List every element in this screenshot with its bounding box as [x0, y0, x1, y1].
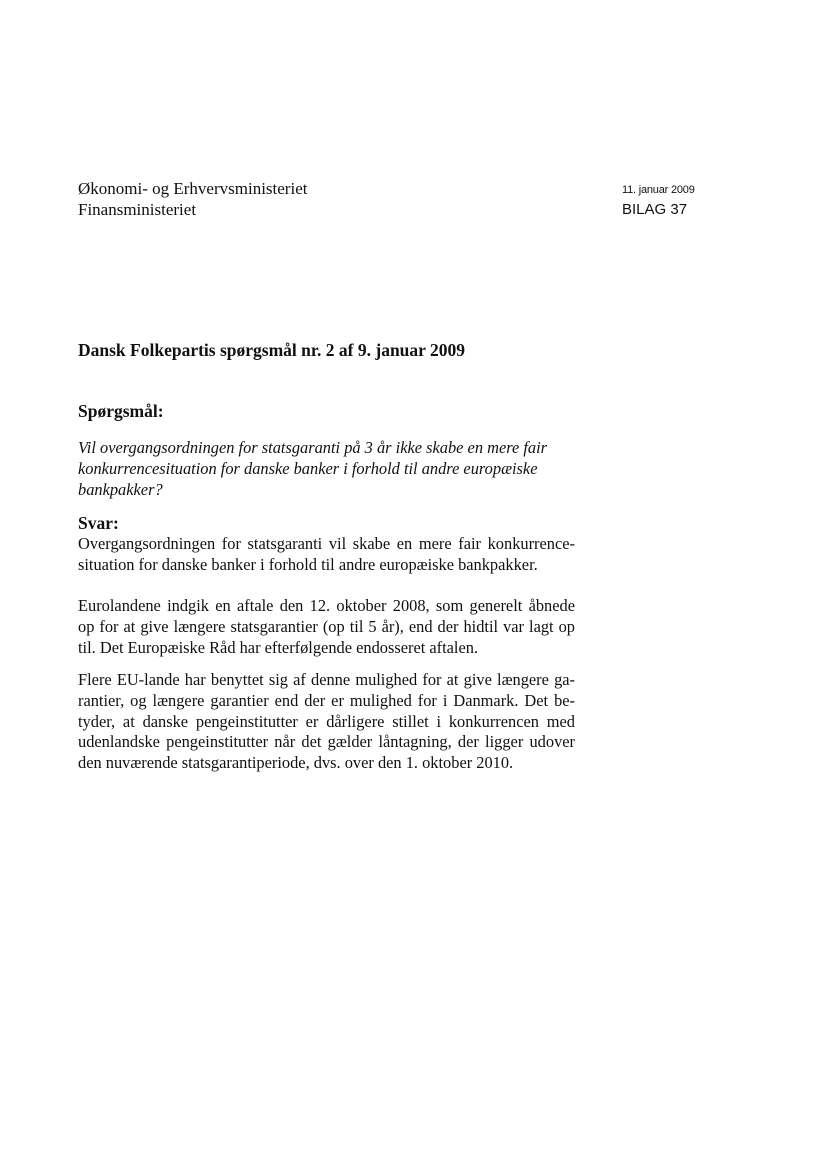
bilag-number: BILAG 37	[622, 201, 688, 218]
paragraph-line: udenlandske pengeinstitutter når det gælder låntagning, der ligger udover	[78, 732, 575, 752]
question-text	[78, 438, 578, 500]
question-heading: Spørgsmål:	[78, 401, 164, 421]
paragraph-line: situation for danske banker i forhold til andre europæiske bankpakker.	[78, 554, 538, 574]
sender-ministry-2: Finansministeriet	[78, 200, 197, 219]
sender-ministry-1: Økonomi- og Erhvervsministeriet	[78, 179, 308, 198]
question-line: konkurrencesituation for danske banker i forhold til andre europæiske	[78, 458, 538, 478]
answer-paragraph-2	[78, 596, 575, 658]
page-title: Dansk Folkepartis spørgsmål nr. 2 af 9. januar 2009	[78, 340, 465, 360]
meta-block	[622, 183, 695, 219]
paragraph-line: tyder, at danske pengeinstitutter er dårligere stillet i konkurrencen med	[78, 711, 575, 731]
paragraph-line: rantier, og længere garantier end der er mulighed for i Danmark. Det be-	[78, 690, 575, 710]
answer-paragraph-3	[78, 670, 575, 774]
paragraph-line: Eurolandene indgik en aftale den 12. oktober 2008, som generelt åbnede	[78, 596, 575, 615]
answer-heading: Svar:	[78, 513, 119, 533]
question-line: bankpakker?	[78, 479, 163, 499]
document-date: 11. januar 2009	[622, 184, 695, 196]
answer-paragraph-1	[78, 534, 575, 576]
paragraph-line: den nuværende statsgarantiperiode, dvs. over den 1. oktober 2010.	[78, 753, 514, 773]
paragraph-line: op for at give længere statsgarantier (op til 5 år), end der hidtil var lagt op	[78, 616, 575, 636]
question-line: Vil overgangsordningen for statsgaranti på 3 år ikke skabe en mere fair	[78, 438, 548, 457]
paragraph-line: Flere EU-lande har benyttet sig af denne mulighed for at give længere ga-	[78, 670, 575, 689]
paragraph-line: til. Det Europæiske Råd har efterfølgende endosseret aftalen.	[78, 637, 479, 657]
paragraph-line: Overgangsordningen for statsgaranti vil skabe en mere fair konkurrence-	[78, 534, 575, 553]
sender-block	[78, 178, 307, 220]
